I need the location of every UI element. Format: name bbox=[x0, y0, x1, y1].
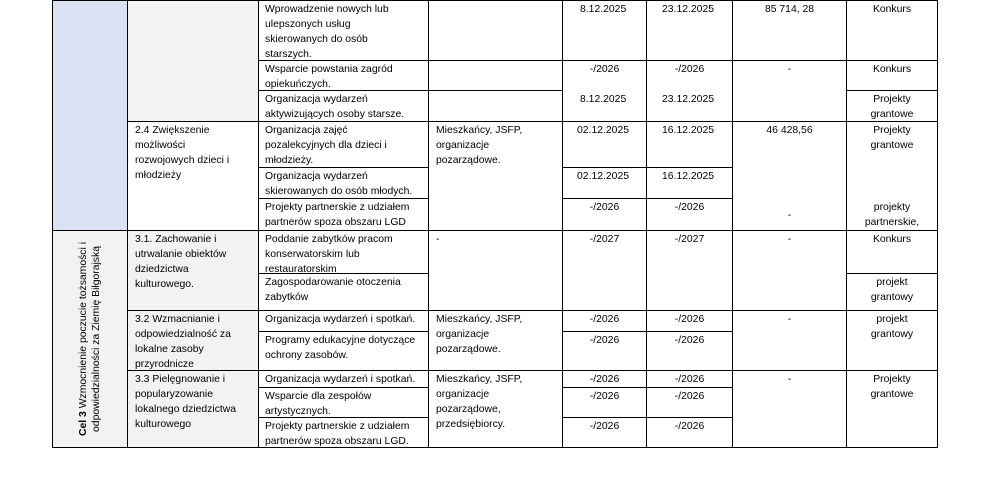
goal-3-number: Cel 3 bbox=[78, 411, 89, 437]
form-cell: projekt grantowy bbox=[870, 314, 914, 340]
end-date-cell: 23.12.2025 bbox=[662, 94, 715, 105]
activity-cell: Projekty partnerskie z udziałem partnerów spoza obszaru LGD. bbox=[265, 421, 410, 447]
goal-3-cell bbox=[53, 231, 127, 447]
measure-cell: 3.1. Zachowanie i utrwalanie obiektów dziedzictwa kulturowego. bbox=[135, 234, 227, 290]
activity-cell: Organizacja wydarzeń i spotkań. bbox=[265, 314, 416, 325]
end-date-cell: -/2026 bbox=[674, 335, 705, 346]
end-date-cell: -/2026 bbox=[674, 64, 705, 75]
form-cell: Projekty grantowe bbox=[870, 374, 914, 400]
start-date-cell: -/2026 bbox=[589, 202, 620, 213]
start-date-cell: -/2027 bbox=[589, 234, 620, 245]
goal-3-title: Wzmocnienie poczucie tożsamości i odpowiedzialności za Ziemię Biłgorajską bbox=[78, 241, 102, 432]
activity-cell: Organizacja wydarzeń i spotkań. bbox=[265, 374, 416, 385]
start-date-cell: -/2026 bbox=[589, 314, 620, 325]
end-date-cell: 16.12.2025 bbox=[662, 125, 715, 136]
amount-cell: - bbox=[787, 374, 792, 385]
start-date-cell: 8.12.2025 bbox=[580, 4, 627, 15]
end-date-cell: -/2026 bbox=[674, 202, 705, 213]
amount-cell: - bbox=[787, 64, 792, 75]
target-group-cell: Mieszkańcy, JSFP, organizacje pozarządowe. bbox=[436, 314, 523, 355]
start-date-cell: -/2026 bbox=[589, 335, 620, 346]
target-group-cell: Mieszkańcy, JSFP, organizacje pozarządowe. bbox=[436, 125, 523, 166]
amount-cell: - bbox=[787, 234, 792, 245]
target-group-cell: - bbox=[436, 234, 440, 245]
form-cell: Konkurs bbox=[872, 4, 912, 15]
end-date-cell: -/2026 bbox=[674, 421, 705, 432]
measure-column-shade bbox=[128, 0, 258, 121]
target-group-cell: Mieszkańcy, JSFP, organizacje pozarządowe, przedsiębiorcy. bbox=[436, 374, 523, 430]
amount-cell: - bbox=[787, 314, 792, 325]
form-cell: Konkurs bbox=[872, 64, 912, 75]
measure-cell: 3.3 Pielęgnowanie i popularyzowanie lokalnego dziedzictwa kulturowego bbox=[135, 374, 237, 430]
form-cell: projekt grantowy bbox=[870, 277, 914, 303]
end-date-cell: -/2026 bbox=[674, 374, 705, 385]
activity-cell: Programy edukacyjne dotyczące ochrony zasobów. bbox=[265, 335, 416, 361]
start-date-cell: -/2026 bbox=[589, 374, 620, 385]
form-cell: Konkurs bbox=[872, 234, 912, 245]
amount-cell: 85 714, 28 bbox=[764, 4, 815, 15]
activity-cell: Organizacja wydarzeń aktywizujących osoby starsze. bbox=[265, 94, 405, 120]
measure-cell: 3.2 Wzmacnianie i odpowiedzialność za lokalne zasoby przyrodnicze bbox=[135, 314, 231, 370]
start-date-cell: -/2026 bbox=[589, 64, 620, 75]
activity-cell: Wprowadzenie nowych lub ulepszonych usług skierowanych do osób starszych. bbox=[265, 4, 389, 60]
form-cell: Projekty grantowe bbox=[870, 94, 914, 120]
start-date-cell: 8.12.2025 bbox=[580, 94, 627, 105]
end-date-cell: -/2027 bbox=[674, 234, 705, 245]
table-border bbox=[127, 0, 128, 448]
table-border bbox=[937, 0, 938, 448]
start-date-cell: 02.12.2025 bbox=[577, 125, 630, 136]
activity-cell: Organizacja wydarzeń skierowanych do osób młodych. bbox=[265, 171, 413, 197]
activity-cell: Organizacja zajęć pozalekcyjnych dla dzieci i młodzieży. bbox=[265, 125, 387, 166]
form-cell: projekty partnerskie, bbox=[864, 202, 920, 228]
activity-cell: Zagospodarowanie otoczenia zabytków bbox=[265, 277, 401, 303]
goal-column-shade bbox=[53, 0, 127, 230]
table-border bbox=[258, 0, 259, 448]
amount-cell: 46 428,56 bbox=[766, 125, 813, 136]
start-date-cell: 02.12.2025 bbox=[577, 171, 630, 182]
activity-cell: Poddanie zabytków pracom konserwatorskim lub restauratorskim bbox=[265, 234, 393, 275]
activity-cell: Wsparcie dla zespołów artystycznych. bbox=[265, 391, 372, 417]
end-date-cell: 16.12.2025 bbox=[662, 171, 715, 182]
start-date-cell: -/2026 bbox=[589, 391, 620, 402]
table-border bbox=[52, 447, 938, 448]
table-border bbox=[428, 0, 429, 448]
form-cell: Projekty grantowe bbox=[870, 125, 914, 151]
end-date-cell: -/2026 bbox=[674, 314, 705, 325]
measure-cell: 2.4 Zwiększenie możliwości rozwojowych dzieci i młodzieży bbox=[135, 125, 230, 181]
goal-3-label bbox=[77, 233, 103, 445]
amount-cell: - bbox=[787, 210, 792, 221]
activity-cell: Projekty partnerskie z udziałem partnerów spoza obszaru LGD bbox=[265, 202, 410, 228]
end-date-cell: 23.12.2025 bbox=[662, 4, 715, 15]
start-date-cell: -/2026 bbox=[589, 421, 620, 432]
activity-cell: Wsparcie powstania zagród opiekuńczych. bbox=[265, 64, 393, 90]
end-date-cell: -/2026 bbox=[674, 391, 705, 402]
